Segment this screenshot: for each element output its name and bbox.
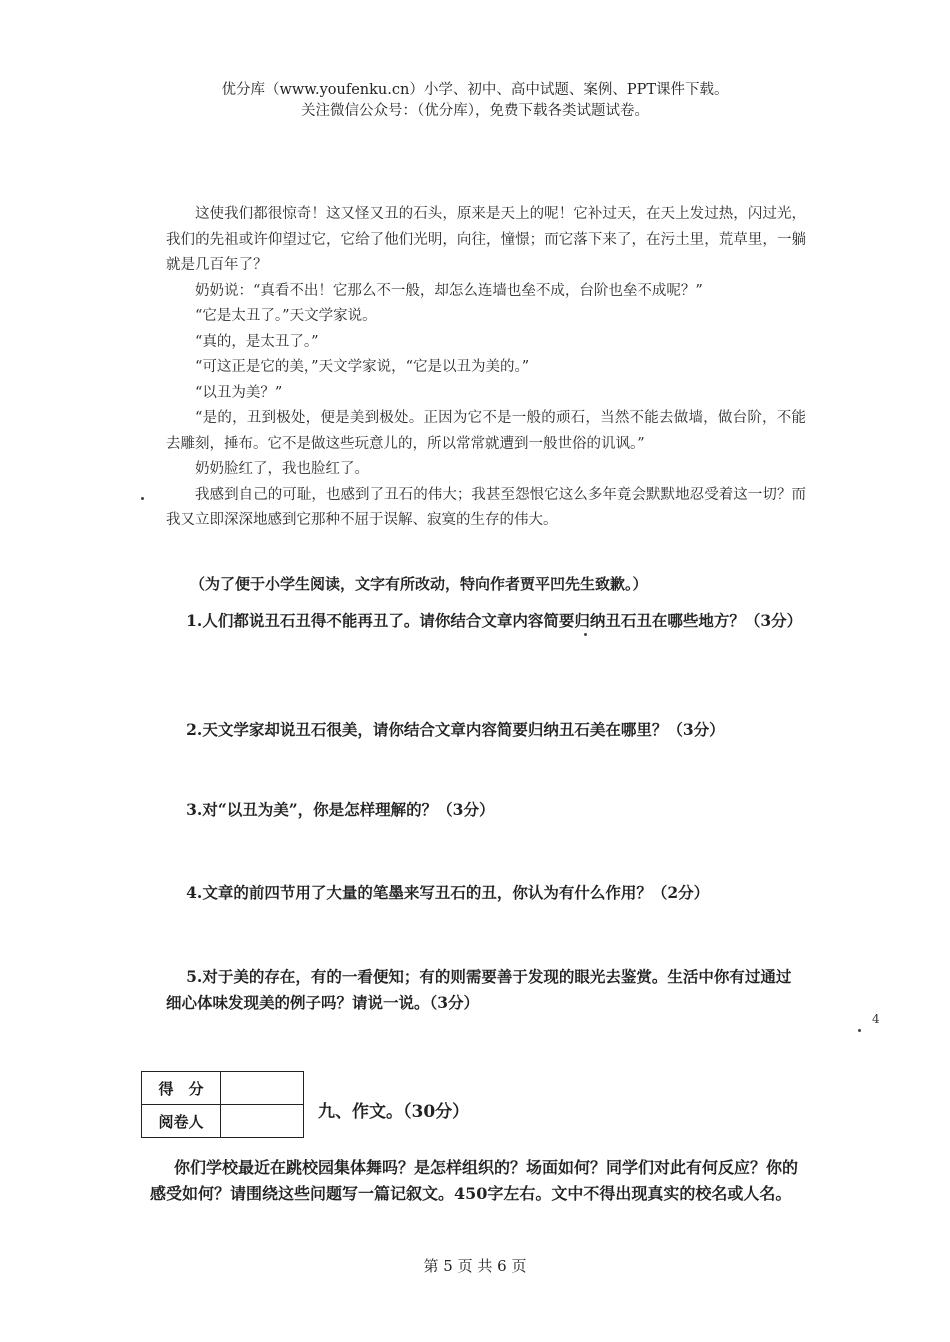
question-2: [166, 717, 806, 743]
question-1: [166, 608, 806, 634]
question-text: 5.对于美的存在，有的一看便知；有的则需要善于发现的眼光去鉴赏。生活中你有过通过细心体味发现美的例子吗？请说一说。（3分）: [166, 967, 792, 1012]
question-5: [166, 964, 806, 1016]
page-footer: 第 5 页 共 6 页: [423, 1257, 527, 1275]
passage-paragraph: 这使我们都很惊奇！这又怪又丑的石头，原来是天上的呢！它补过天，在天上发过热，闪过光，我们的先祖或许仰望过它，它给了他们光明，向往，憧憬；而它落下来了，在污土里，荒草里，一躺就是几百年了？: [166, 206, 806, 273]
header-line-2: 关注微信公众号：（优分库），免费下载各类试题试卷。: [301, 103, 649, 119]
question-text: 3.对“以丑为美”，你是怎样理解的？（3分）: [186, 800, 495, 819]
passage-paragraph: “它是太丑了。”天文学家说。: [195, 308, 377, 324]
score-table: [141, 1071, 304, 1138]
question-text: 2.天文学家却说丑石很美，请你结合文章内容简要归纳丑石美在哪里？（3分）: [186, 720, 725, 739]
author-note: （为了便于小学生阅读，文字有所改动，特向作者贾平凹先生致歉。）: [190, 575, 648, 593]
scan-speck: [141, 497, 144, 500]
essay-prompt: [150, 1155, 810, 1207]
question-text: 1.人们都说丑石丑得不能再丑了。请你结合文章内容简要归纳丑石丑在哪些地方？（3分）: [186, 611, 803, 630]
passage-paragraph: 我感到自己的可耻，也感到了丑石的伟大；我甚至怨恨它这么多年竟会默默地忍受着这一切？而我又立即深深地感到它那种不屈于误解、寂寞的生存的伟大。: [166, 486, 806, 528]
grader-label: 阅卷人: [142, 1105, 221, 1138]
question-4: [166, 880, 806, 906]
header-line-1: 优分库（www.youfenku.cn）小学、初中、高中试题、案例、PPT课件下载。: [221, 82, 729, 98]
passage-paragraph: 奶奶说：“真看不出！它那么不一般，却怎么连墙也垒不成，台阶也垒不成呢？”: [195, 282, 703, 299]
reading-passage: [166, 202, 806, 534]
passage-paragraph: 奶奶脸红了，我也脸红了。: [195, 461, 369, 477]
passage-paragraph: “真的，是太丑了。”: [195, 333, 319, 350]
passage-paragraph: “以丑为美？”: [195, 384, 283, 401]
passage-paragraph: “是的，丑到极处，便是美到极处。正因为它不是一般的顽石，当然不能去做墙，做台阶，不能去雕刻，捶布。它不是做这些玩意儿的，所以常常就遭到一般世俗的讥讽。”: [166, 410, 806, 452]
essay-prompt-text: 你们学校最近在跳校园集体舞吗？是怎样组织的？场面如何？同学们对此有何反应？你的感受如何？请围绕这些问题写一篇记叙文。450字左右。文中不得出现真实的校名或人名。: [150, 1158, 799, 1203]
question-text: 4.文章的前四节用了大量的笔墨来写丑石的丑，你认为有什么作用？（2分）: [186, 883, 710, 902]
passage-paragraph: “可这正是它的美，”天文学家说，“它是以丑为美的。”: [195, 359, 530, 375]
grader-blank[interactable]: [221, 1105, 304, 1138]
question-3: [166, 797, 806, 823]
score-label: 得 分: [142, 1072, 221, 1105]
scan-speck: [858, 1029, 861, 1032]
scan-speck: [584, 633, 587, 636]
margin-page-number: 4: [872, 1012, 880, 1026]
score-blank[interactable]: [221, 1072, 304, 1105]
section-9-title: 九、作文。（30分）: [318, 1102, 470, 1122]
